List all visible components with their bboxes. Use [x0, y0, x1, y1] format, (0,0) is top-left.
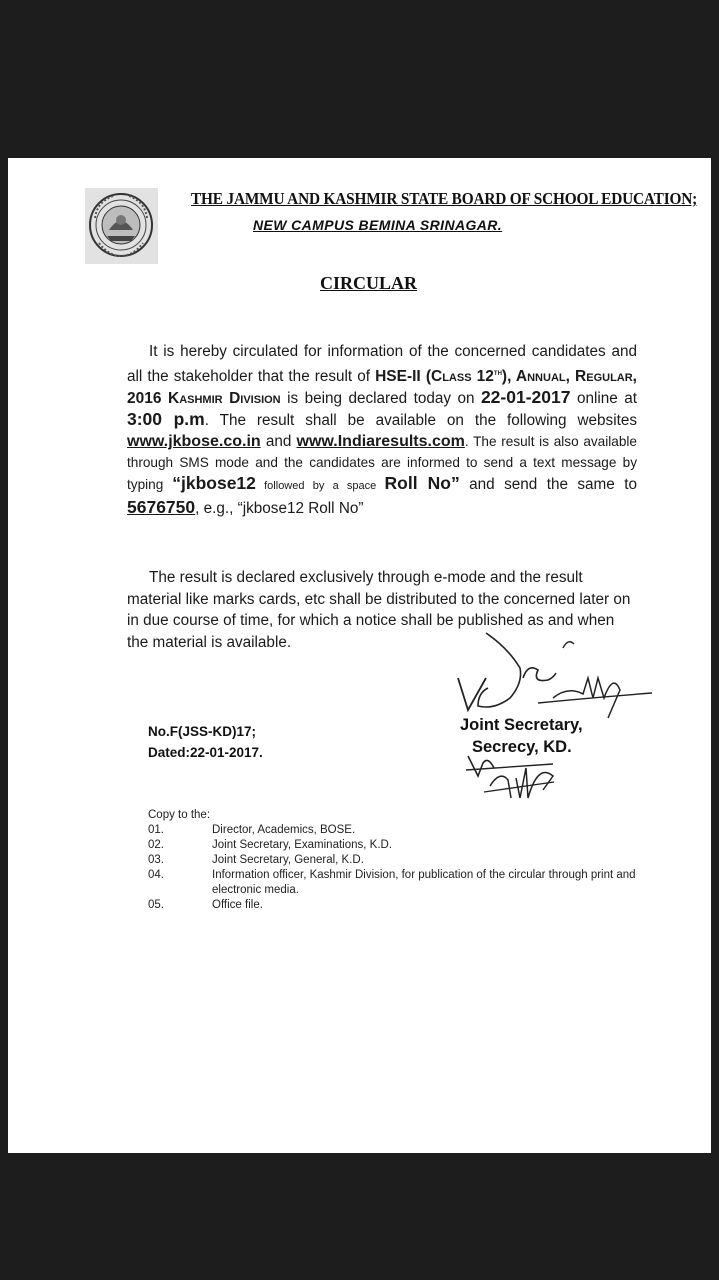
distribution-paragraph: [127, 567, 639, 653]
board-address-heading: NEW CAMPUS BEMINA SRINAGAR.: [253, 217, 503, 233]
copy-item-number: 01.: [148, 824, 164, 836]
exam-name-sup: th: [493, 367, 502, 377]
list-item: [148, 898, 648, 913]
list-item: [148, 838, 648, 853]
exam-name-2: ), Annual, Regular, 2016 Kashmir Division: [127, 368, 637, 408]
sms-separator-text: followed by a space: [255, 480, 385, 493]
copy-item-number: 05.: [148, 899, 164, 911]
website-link-indiaresults[interactable]: www.Indiaresults.com: [296, 433, 465, 451]
list-item: [148, 868, 648, 898]
result-time: 3:00 p.m: [127, 409, 205, 430]
para1-text-5: and: [260, 433, 297, 451]
sms-rollno: Roll No”: [384, 473, 460, 494]
list-item: [148, 853, 648, 868]
result-date: 22-01-2017: [480, 387, 571, 408]
copy-item-number: 02.: [148, 839, 164, 851]
copy-item-text: Director, Academics, BOSE.: [212, 824, 356, 836]
copy-item-text: Joint Secretary, Examinations, K.D.: [212, 839, 393, 851]
copy-item-number: 03.: [148, 854, 164, 866]
copy-item-text: Office file.: [212, 899, 263, 911]
circular-title: CIRCULAR: [320, 273, 418, 293]
para1-text-4: . The result shall be available on the following websites: [204, 412, 637, 430]
circular-document: [8, 158, 711, 1153]
reference-block: [148, 721, 263, 763]
para1-text-3: online at: [570, 390, 637, 408]
copy-heading: Copy to the:: [148, 809, 211, 821]
para1-text-7: and send the same to: [459, 476, 637, 494]
para2-text: The result is declared exclusively through e-mode and the result material like marks cards, etc shall be distributed to the concerned later on in due course of time, for which a notice shall be published as and when the material is available.: [127, 569, 631, 651]
sms-keyword: “jkbose12: [172, 473, 256, 494]
para1-text-8: , e.g., “jkbose12 Roll No”: [195, 500, 364, 518]
exam-name-1: HSE-II (Class 12: [375, 368, 494, 386]
sms-number: 5676750: [127, 497, 196, 518]
reference-number: No.F(JSS-KD)17;: [148, 724, 257, 739]
signature-icon: [8, 158, 711, 1153]
signatory-block: [460, 714, 583, 758]
website-link-jkbose[interactable]: www.jkbose.co.in: [127, 433, 261, 451]
copy-item-text: Information officer, Kashmir Division, for publication of the circular through print and electronic media.: [212, 869, 636, 896]
para1-text-2: is being declared today on: [280, 390, 481, 408]
board-name-heading: THE JAMMU AND KASHMIR STATE BOARD OF SCHOOL EDUCATION;: [191, 189, 698, 208]
reference-date: Dated:22-01-2017.: [148, 745, 263, 760]
announcement-paragraph: [127, 341, 637, 519]
para1-text-6: . The result is also available through SMS mode and the candidates are informed to send a text message by typing: [127, 434, 637, 493]
board-seal-icon: [85, 188, 158, 264]
signatory-title: Joint Secretary,: [460, 716, 583, 734]
para1-text-1: It is hereby circulated for information of the concerned candidates and all the stakeholder that the result of: [127, 343, 637, 386]
copy-item-text: Joint Secretary, General, K.D.: [212, 854, 364, 866]
copy-to-block: [148, 808, 648, 913]
list-item: [148, 823, 648, 838]
copy-item-number: 04.: [148, 869, 164, 881]
signatory-office: Secrecy, KD.: [472, 738, 572, 756]
